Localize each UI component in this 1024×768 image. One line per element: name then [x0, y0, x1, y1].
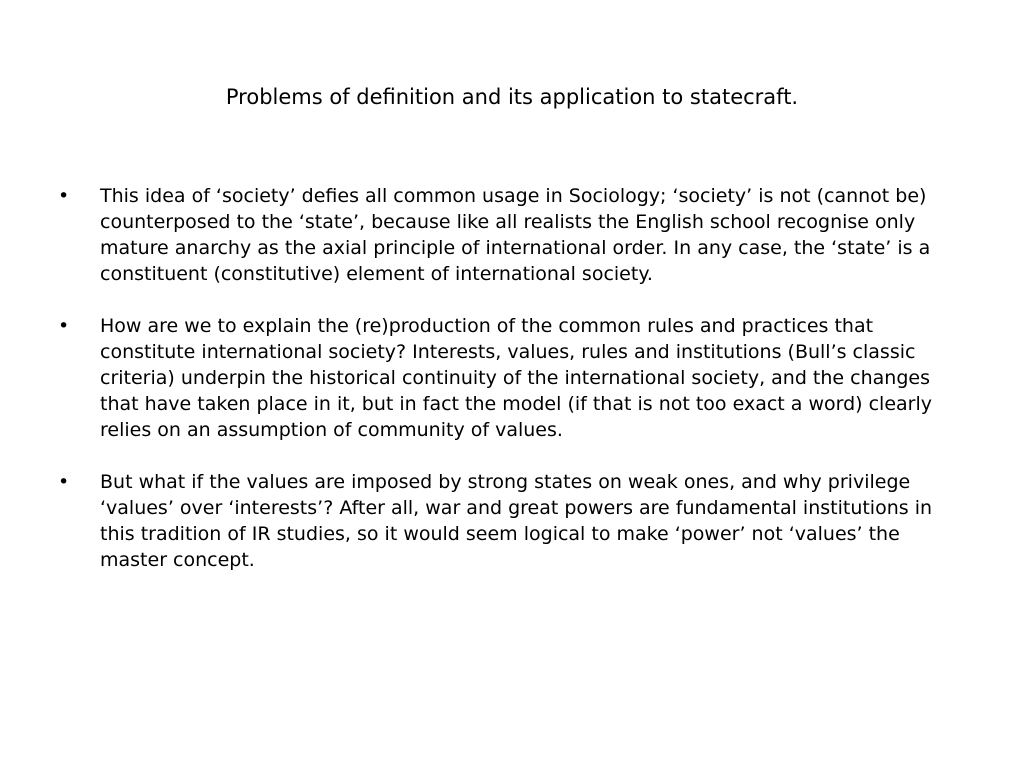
bullet-point-icon: •	[58, 471, 70, 493]
bullet-text-1: This idea of ‘society’ defies all common usage in Sociology; ‘society’ is not (cannot be) counterposed to the ‘state’, because like all realists the English school recognise only mature anarchy as the axial principle of international order. In any case, the ‘state’ is a constituent (constitutive) element of international society.	[100, 185, 931, 285]
bullet-item-2	[58, 313, 970, 443]
slide-title: Problems of definition and its application to statecraft.	[225, 85, 799, 109]
bullet-item-1	[58, 183, 970, 287]
bullet-text-2: How are we to explain the (re)production of the common rules and practices that constitute international society? Interests, values, rules and institutions (Bull’s classic criteria) underpin the historical continuity of the international society, and the changes that have taken place in it, but in fact the model (if that is not too exact a word) clearly relies on an assumption of community of values.	[100, 315, 933, 441]
bullet-point-icon: •	[58, 315, 70, 337]
bullet-item-3	[58, 469, 970, 573]
bullet-list	[58, 183, 970, 573]
bullet-text-3: But what if the values are imposed by strong states on weak ones, and why privilege ‘values’ over ‘interests’? After all, war and great powers are fundamental institutions in this tradition of IR studies, so it would seem logical to make ‘power’ not ‘values’ the master concept.	[100, 471, 933, 571]
bullet-point-icon: •	[58, 185, 70, 207]
